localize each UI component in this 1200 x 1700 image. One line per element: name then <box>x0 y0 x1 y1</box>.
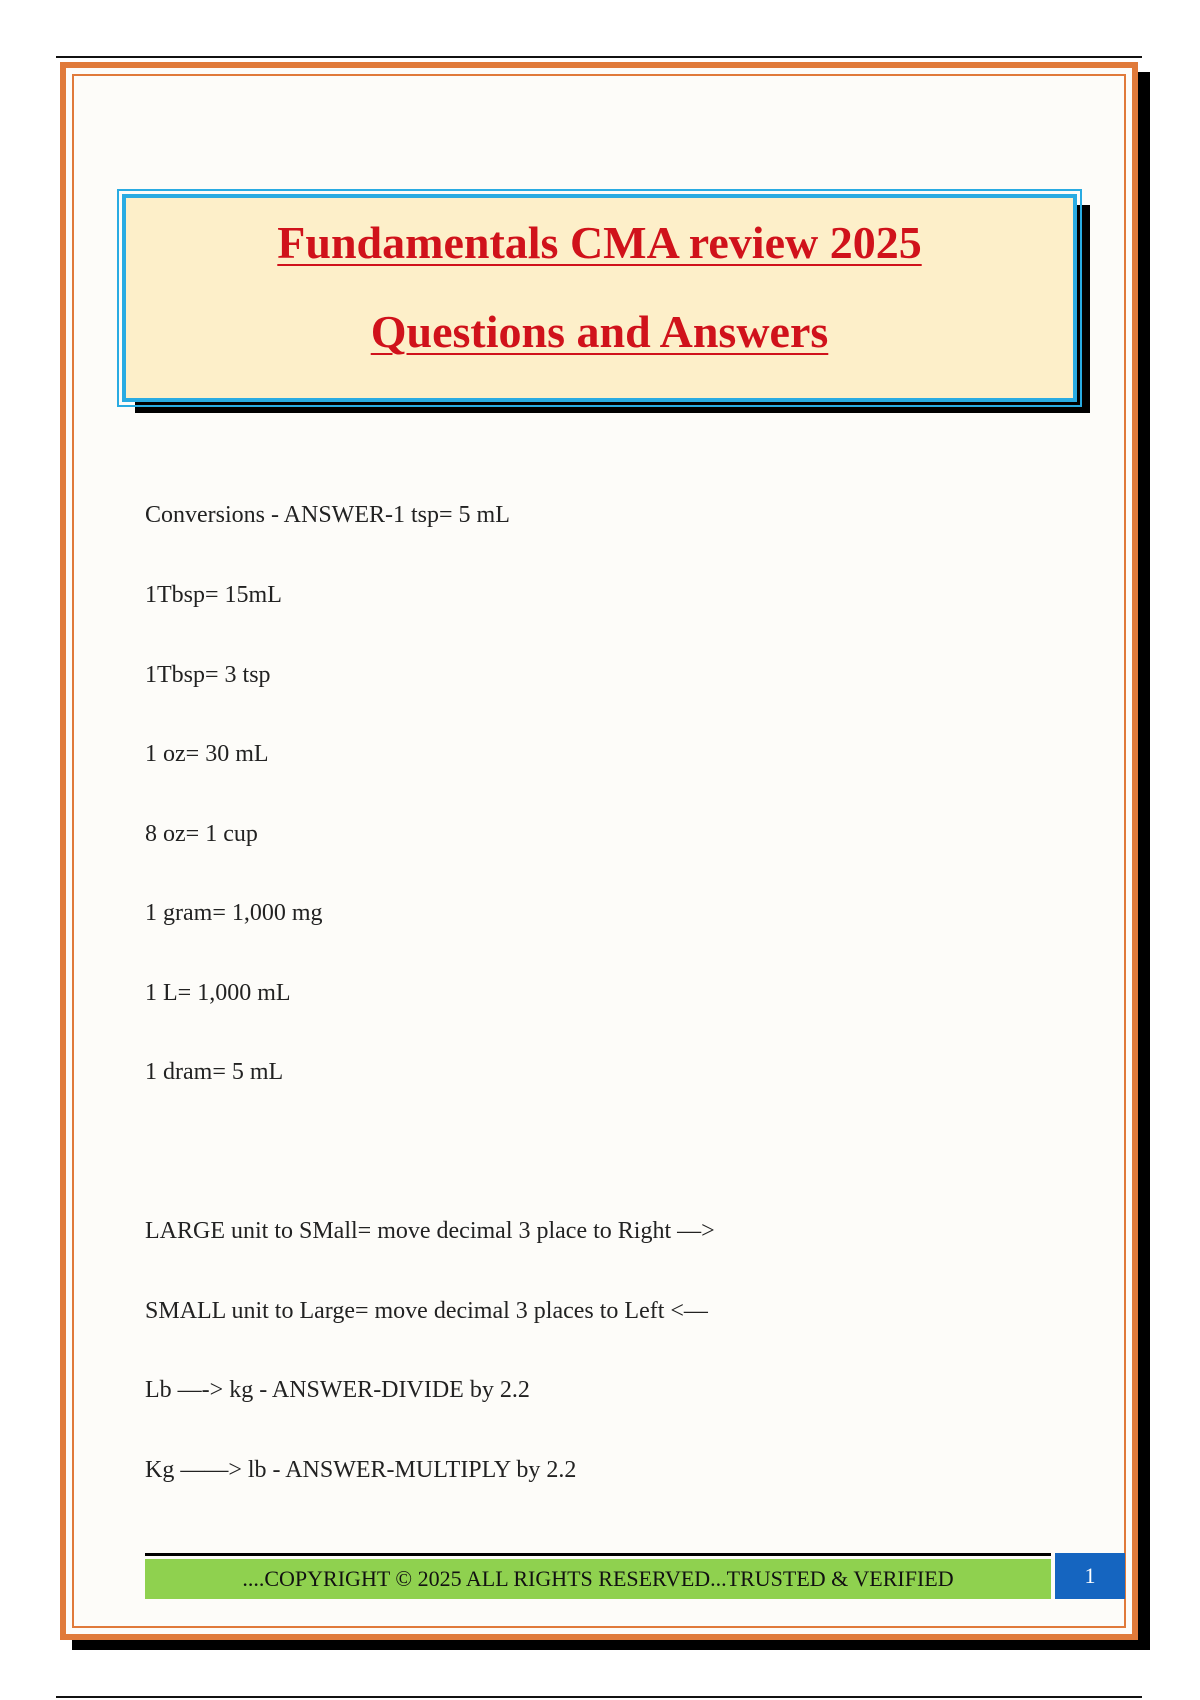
content-line: LARGE unit to SMall= move decimal 3 place to Right —> <box>145 1218 715 1244</box>
page-number: 1 <box>1055 1553 1125 1599</box>
copyright-footer: ....COPYRIGHT © 2025 ALL RIGHTS RESERVED...TRUSTED & VERIFIED <box>145 1559 1051 1599</box>
document-subtitle: Questions and Answers <box>370 306 829 357</box>
content-line: SMALL unit to Large= move decimal 3 places to Left <— <box>145 1298 708 1324</box>
content-line: Conversions - ANSWER-1 tsp= 5 mL <box>145 502 510 528</box>
top-rule <box>56 56 1142 58</box>
content-line: Lb —-> kg - ANSWER-DIVIDE by 2.2 <box>145 1377 530 1403</box>
footer-rule <box>145 1553 1051 1556</box>
content-line: 1Tbsp= 15mL <box>145 582 282 608</box>
bottom-rule <box>56 1696 1142 1698</box>
content-line: 8 oz= 1 cup <box>145 821 258 847</box>
content-line: 1 L= 1,000 mL <box>145 980 291 1006</box>
content-line: 1 oz= 30 mL <box>145 741 269 767</box>
content-line: 1Tbsp= 3 tsp <box>145 662 271 688</box>
document-title: Fundamentals CMA review 2025 <box>277 217 922 268</box>
title-box <box>122 194 1077 402</box>
content-line: Kg ——> lb - ANSWER-MULTIPLY by 2.2 <box>145 1457 577 1483</box>
content-line: 1 dram= 5 mL <box>145 1059 284 1085</box>
content-line: 1 gram= 1,000 mg <box>145 900 323 926</box>
